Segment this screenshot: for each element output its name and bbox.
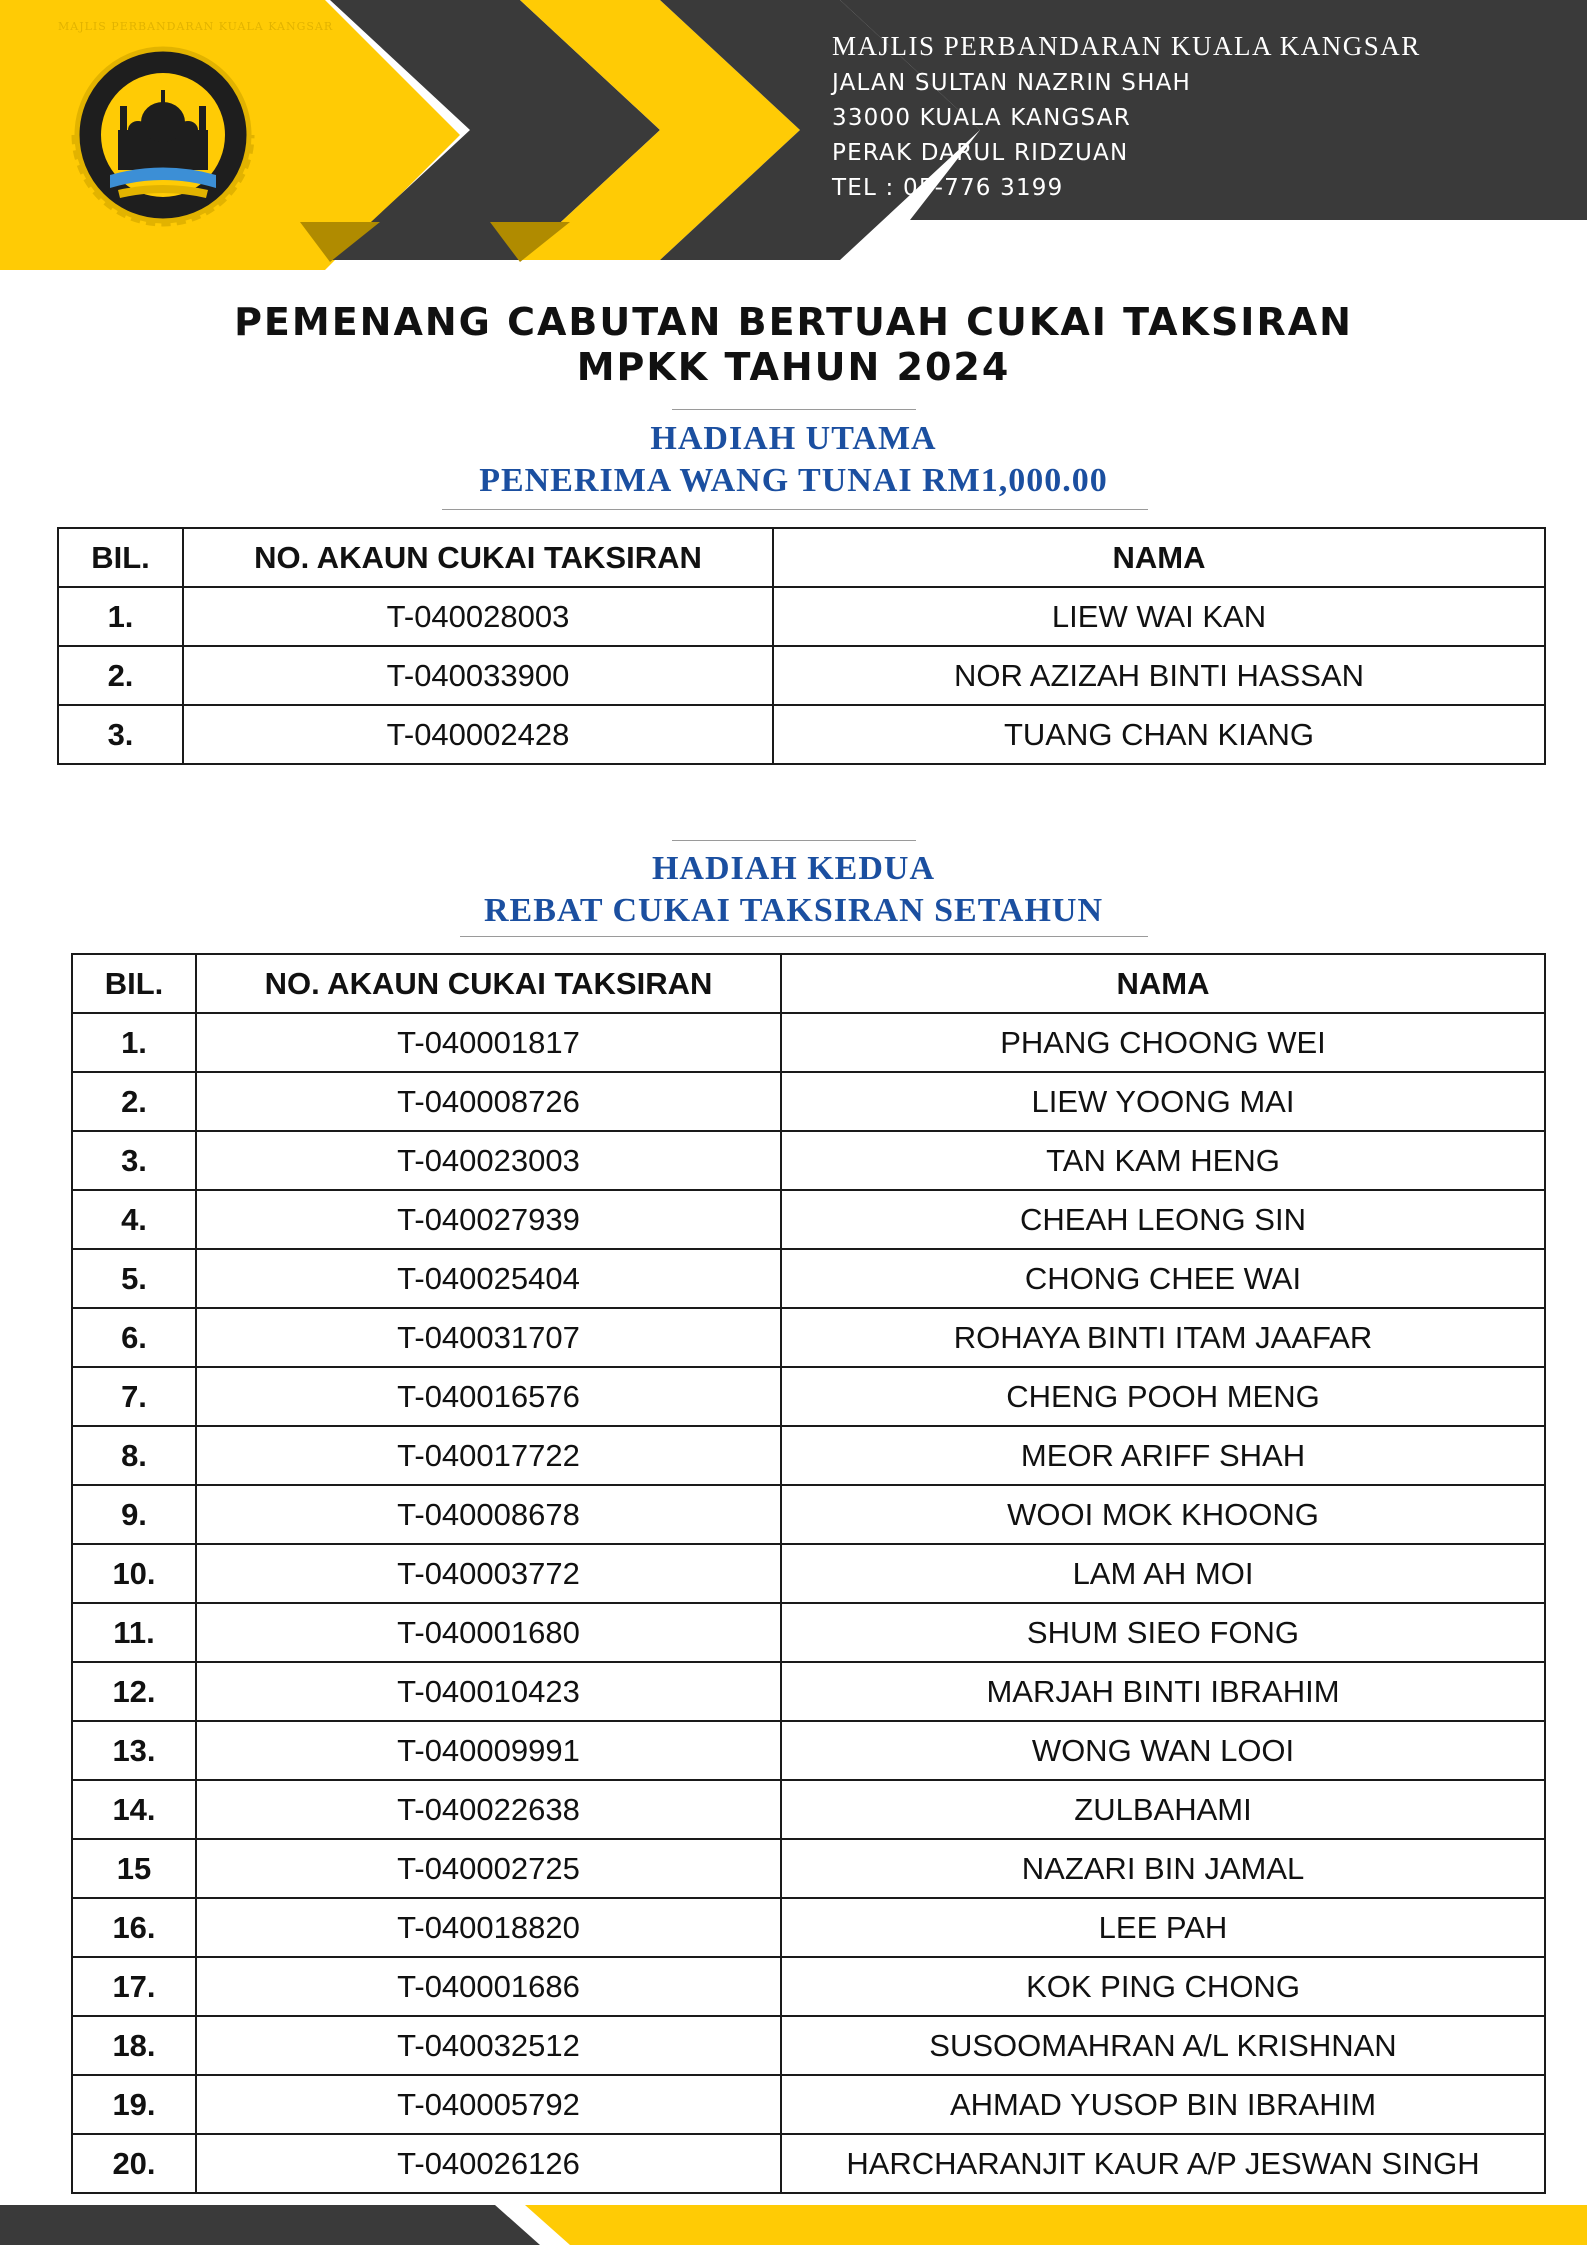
winner-name: WONG WAN LOOI (781, 1721, 1545, 1780)
account-number: T-040008678 (196, 1485, 781, 1544)
row-number: 20. (72, 2134, 196, 2193)
winner-name: LAM AH MOI (781, 1544, 1545, 1603)
table-row (58, 646, 1545, 705)
winner-name: TUANG CHAN KIANG (773, 705, 1545, 764)
account-number: T-040033900 (183, 646, 773, 705)
main-prize-table (57, 527, 1546, 765)
winner-name: LEE PAH (781, 1898, 1545, 1957)
account-number: T-040016576 (196, 1367, 781, 1426)
table-row (72, 1367, 1545, 1426)
row-number: 4. (72, 1190, 196, 1249)
column-header-bil: BIL. (58, 528, 183, 587)
row-number: 2. (58, 646, 183, 705)
telephone-line: TEL : 05-776 3199 (832, 175, 1064, 201)
org-name: MAJLIS PERBANDARAN KUALA KANGSAR (832, 31, 1421, 61)
account-number: T-040001680 (196, 1603, 781, 1662)
row-number: 1. (58, 587, 183, 646)
section2-title-line-2: REBAT CUKAI TAKSIRAN SETAHUN (483, 892, 1104, 929)
row-number: 9. (72, 1485, 196, 1544)
account-number: T-040027939 (196, 1190, 781, 1249)
account-number: T-040017722 (196, 1426, 781, 1485)
title-line-2: MPKK TAHUN 2024 (576, 345, 1011, 389)
logo-text: MAJLIS PERBANDARAN KUALA KANGSAR (58, 20, 334, 33)
column-header-account: NO. AKAUN CUKAI TAKSIRAN (196, 954, 781, 1013)
column-header-name: NAMA (773, 528, 1545, 587)
table-row (72, 1957, 1545, 2016)
section2-title-line-1: HADIAH KEDUA (651, 850, 936, 887)
winner-name: TAN KAM HENG (781, 1131, 1545, 1190)
row-number: 1. (72, 1013, 196, 1072)
table-row (58, 705, 1545, 764)
account-number: T-040003772 (196, 1544, 781, 1603)
document-title (0, 300, 1587, 390)
title-line-1: PEMENANG CABUTAN BERTUAH CUKAI TAKSIRAN (234, 300, 1353, 344)
section2-title (0, 848, 1587, 932)
account-number: T-040018820 (196, 1898, 781, 1957)
table-row (72, 1131, 1545, 1190)
winner-name: LIEW YOONG MAI (781, 1072, 1545, 1131)
table-row (72, 1190, 1545, 1249)
account-number: T-040023003 (196, 1131, 781, 1190)
account-number: T-040001817 (196, 1013, 781, 1072)
footer-dark-left (0, 2205, 540, 2245)
account-number: T-040026126 (196, 2134, 781, 2193)
table-row (72, 2075, 1545, 2134)
section2-divider (460, 936, 1148, 937)
winner-name: CHONG CHEE WAI (781, 1249, 1545, 1308)
row-number: 15 (72, 1839, 196, 1898)
row-number: 10. (72, 1544, 196, 1603)
winner-name: SUSOOMAHRAN A/L KRISHNAN (781, 2016, 1545, 2075)
account-number: T-040022638 (196, 1780, 781, 1839)
address-line-1: JALAN SULTAN NAZRIN SHAH (832, 70, 1191, 96)
section1-title (0, 418, 1587, 502)
row-number: 7. (72, 1367, 196, 1426)
row-number: 5. (72, 1249, 196, 1308)
winner-name: HARCHARANJIT KAUR A/P JESWAN SINGH (781, 2134, 1545, 2193)
row-number: 3. (58, 705, 183, 764)
row-number: 17. (72, 1957, 196, 2016)
table-row (72, 1839, 1545, 1898)
winner-name: MARJAH BINTI IBRAHIM (781, 1662, 1545, 1721)
row-number: 3. (72, 1131, 196, 1190)
account-number: T-040009991 (196, 1721, 781, 1780)
table-row (72, 1662, 1545, 1721)
winner-name: PHANG CHOONG WEI (781, 1013, 1545, 1072)
table-header-row (72, 954, 1545, 1013)
footer-yellow-right (525, 2205, 1587, 2245)
table-row (72, 1013, 1545, 1072)
table-row (72, 2016, 1545, 2075)
account-number: T-040005792 (196, 2075, 781, 2134)
account-number: T-040001686 (196, 1957, 781, 2016)
winner-name: CHEAH LEONG SIN (781, 1190, 1545, 1249)
mpkk-logo (58, 20, 334, 240)
winner-name: LIEW WAI KAN (773, 587, 1545, 646)
account-number: T-040002725 (196, 1839, 781, 1898)
account-number: T-040028003 (183, 587, 773, 646)
address-line-3: PERAK DARUL RIDZUAN (832, 140, 1129, 166)
row-number: 14. (72, 1780, 196, 1839)
column-header-bil: BIL. (72, 954, 196, 1013)
winner-name: ROHAYA BINTI ITAM JAAFAR (781, 1308, 1545, 1367)
winner-name: MEOR ARIFF SHAH (781, 1426, 1545, 1485)
second-prize-table (71, 953, 1546, 2194)
section1-divider (442, 509, 1148, 510)
winner-name: KOK PING CHONG (781, 1957, 1545, 2016)
winner-name: ZULBAHAMI (781, 1780, 1545, 1839)
table-row (72, 1544, 1545, 1603)
row-number: 11. (72, 1603, 196, 1662)
org-contact-block (832, 26, 1552, 206)
account-number: T-040010423 (196, 1662, 781, 1721)
footer-banner (0, 2205, 1587, 2245)
row-number: 2. (72, 1072, 196, 1131)
title-divider (672, 409, 916, 410)
section1-title-line-1: HADIAH UTAMA (650, 420, 937, 457)
row-number: 6. (72, 1308, 196, 1367)
winner-name: NOR AZIZAH BINTI HASSAN (773, 646, 1545, 705)
account-number: T-040031707 (196, 1308, 781, 1367)
table-row (72, 1603, 1545, 1662)
row-number: 12. (72, 1662, 196, 1721)
table-row (72, 1308, 1545, 1367)
account-number: T-040008726 (196, 1072, 781, 1131)
row-number: 13. (72, 1721, 196, 1780)
row-number: 19. (72, 2075, 196, 2134)
table-row (72, 1072, 1545, 1131)
winner-name: WOOI MOK KHOONG (781, 1485, 1545, 1544)
column-header-name: NAMA (781, 954, 1545, 1013)
row-number: 18. (72, 2016, 196, 2075)
table-row (72, 2134, 1545, 2193)
table-row (72, 1249, 1545, 1308)
row-number: 16. (72, 1898, 196, 1957)
account-number: T-040032512 (196, 2016, 781, 2075)
table-row (72, 1780, 1545, 1839)
table-row (72, 1485, 1545, 1544)
winner-name: SHUM SIEO FONG (781, 1603, 1545, 1662)
row-number: 8. (72, 1426, 196, 1485)
table-row (72, 1721, 1545, 1780)
section1-title-line-2: PENERIMA WANG TUNAI RM1,000.00 (479, 462, 1108, 499)
table-header-row (58, 528, 1545, 587)
address-line-2: 33000 KUALA KANGSAR (832, 105, 1131, 131)
column-header-account: NO. AKAUN CUKAI TAKSIRAN (183, 528, 773, 587)
account-number: T-040025404 (196, 1249, 781, 1308)
table-row (58, 587, 1545, 646)
winner-name: NAZARI BIN JAMAL (781, 1839, 1545, 1898)
table-row (72, 1898, 1545, 1957)
winner-name: CHENG POOH MENG (781, 1367, 1545, 1426)
account-number: T-040002428 (183, 705, 773, 764)
winner-name: AHMAD YUSOP BIN IBRAHIM (781, 2075, 1545, 2134)
table-row (72, 1426, 1545, 1485)
section2-top-divider (672, 840, 916, 841)
